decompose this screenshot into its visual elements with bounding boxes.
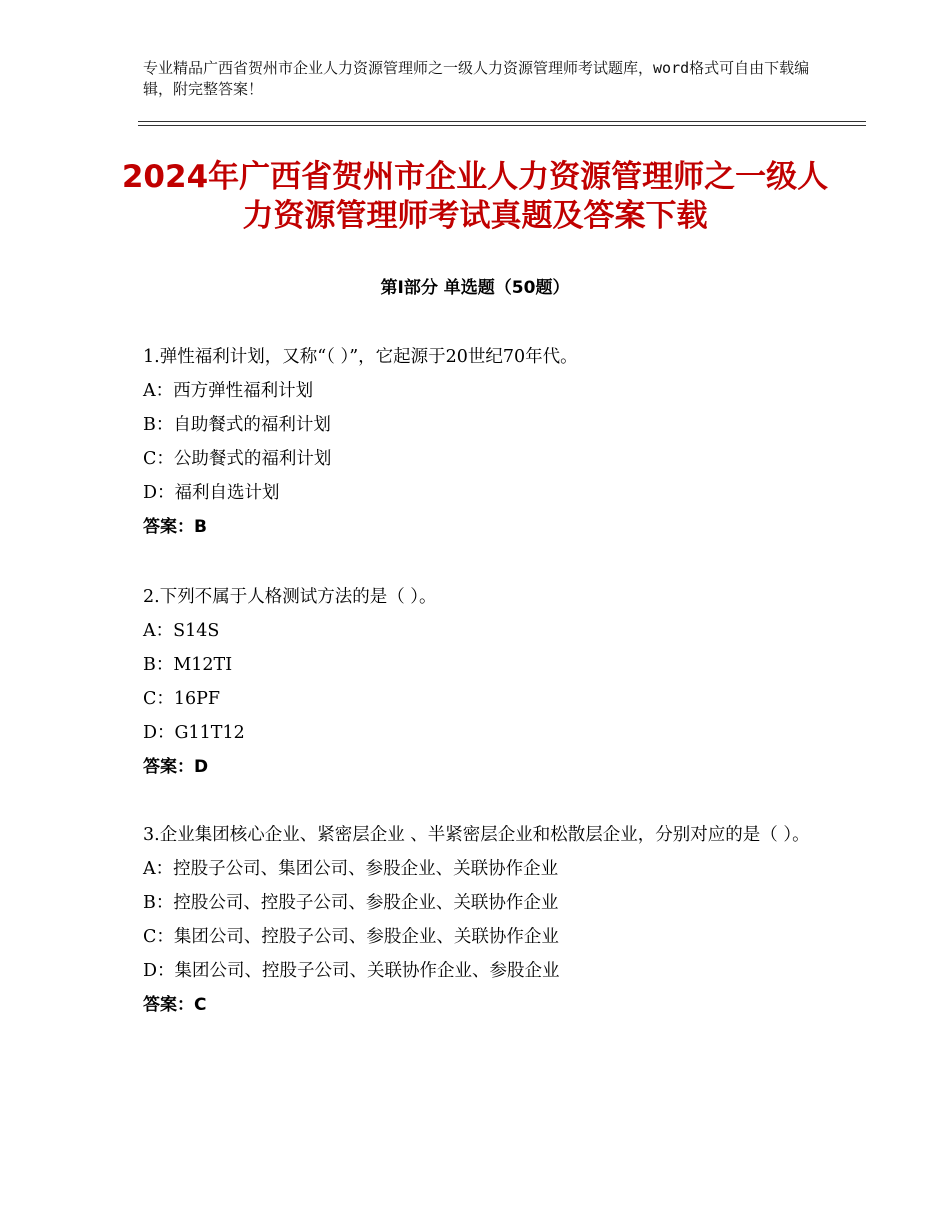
question-1 xyxy=(143,340,823,544)
question-stem: 1.弹性福利计划，又称“（ ）”，它起源于20世纪70年代。 xyxy=(143,347,578,367)
option-b: B：控股公司、控股子公司、参股企业、关联协作企业 xyxy=(143,893,559,913)
answer: 答案：C xyxy=(143,995,207,1015)
option-c: C：公助餐式的福利计划 xyxy=(143,449,332,469)
section-title: 第Ⅰ部分 单选题（50题） xyxy=(380,278,570,298)
question-2 xyxy=(143,580,823,784)
question-stem: 2.下列不属于人格测试方法的是（ ）。 xyxy=(143,587,437,607)
option-d: D：G11T12 xyxy=(143,723,245,743)
document-title: 2024年广西省贺州市企业人力资源管理师之一级人力资源管理师考试真题及答案下载 xyxy=(121,159,829,234)
option-d: D：福利自选计划 xyxy=(143,483,280,503)
header-rule-bottom xyxy=(138,125,866,126)
option-d: D：集团公司、控股子公司、关联协作企业、参股企业 xyxy=(143,961,560,981)
option-a: A：S14S xyxy=(143,621,220,641)
option-a: A：西方弹性福利计划 xyxy=(143,381,314,401)
option-b: B：M12TI xyxy=(143,655,233,675)
header-rule-top xyxy=(138,121,866,122)
option-b: B：自助餐式的福利计划 xyxy=(143,415,331,435)
answer: 答案：D xyxy=(143,757,209,777)
header-note: 专业精品广西省贺州市企业人力资源管理师之一级人力资源管理师考试题库，word格式可自由下载编辑，附完整答案！ xyxy=(143,59,810,98)
option-a: A：控股子公司、集团公司、参股企业、关联协作企业 xyxy=(143,859,559,879)
option-c: C：集团公司、控股子公司、参股企业、关联协作企业 xyxy=(143,927,559,947)
question-3 xyxy=(143,818,823,1022)
question-stem: 3.企业集团核心企业、紧密层企业 、半紧密层企业和松散层企业，分别对应的是（ ）。 xyxy=(143,825,810,845)
option-c: C：16PF xyxy=(143,689,221,709)
answer: 答案：B xyxy=(143,517,207,537)
